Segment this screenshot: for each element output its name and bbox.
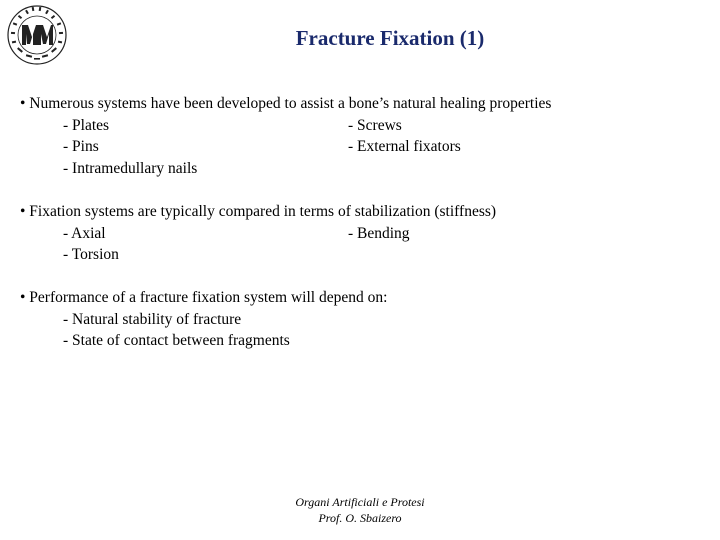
list-item: - Plates — [63, 116, 110, 134]
list-item: - Torsion — [63, 246, 119, 263]
list-item: - Axial — [63, 224, 106, 242]
footer — [0, 494, 720, 526]
list-item: - Natural stability of fracture — [63, 310, 242, 328]
page-title: Fracture Fixation (1) — [295, 26, 485, 50]
bullet-text: • Numerous systems have been developed to assist a bone’s natural healing properties — [20, 95, 552, 112]
list-item: - Screws — [348, 116, 402, 134]
bullet-text: • Fixation systems are typically compared in terms of stabilization (stiffness) — [20, 203, 497, 220]
footer-author: Prof. O. Sbaizero — [318, 511, 402, 525]
list-item: - External fixators — [348, 138, 461, 155]
list-item: - Intramedullary nails — [63, 159, 198, 177]
bullet-text: • Performance of a fracture fixation system will depend on: — [20, 289, 388, 306]
list-item: - State of contact between fragments — [63, 332, 290, 349]
list-item: - Pins — [63, 138, 99, 155]
footer-course: Organi Artificiali e Protesi — [295, 495, 425, 509]
list-item: - Bending — [348, 224, 410, 242]
